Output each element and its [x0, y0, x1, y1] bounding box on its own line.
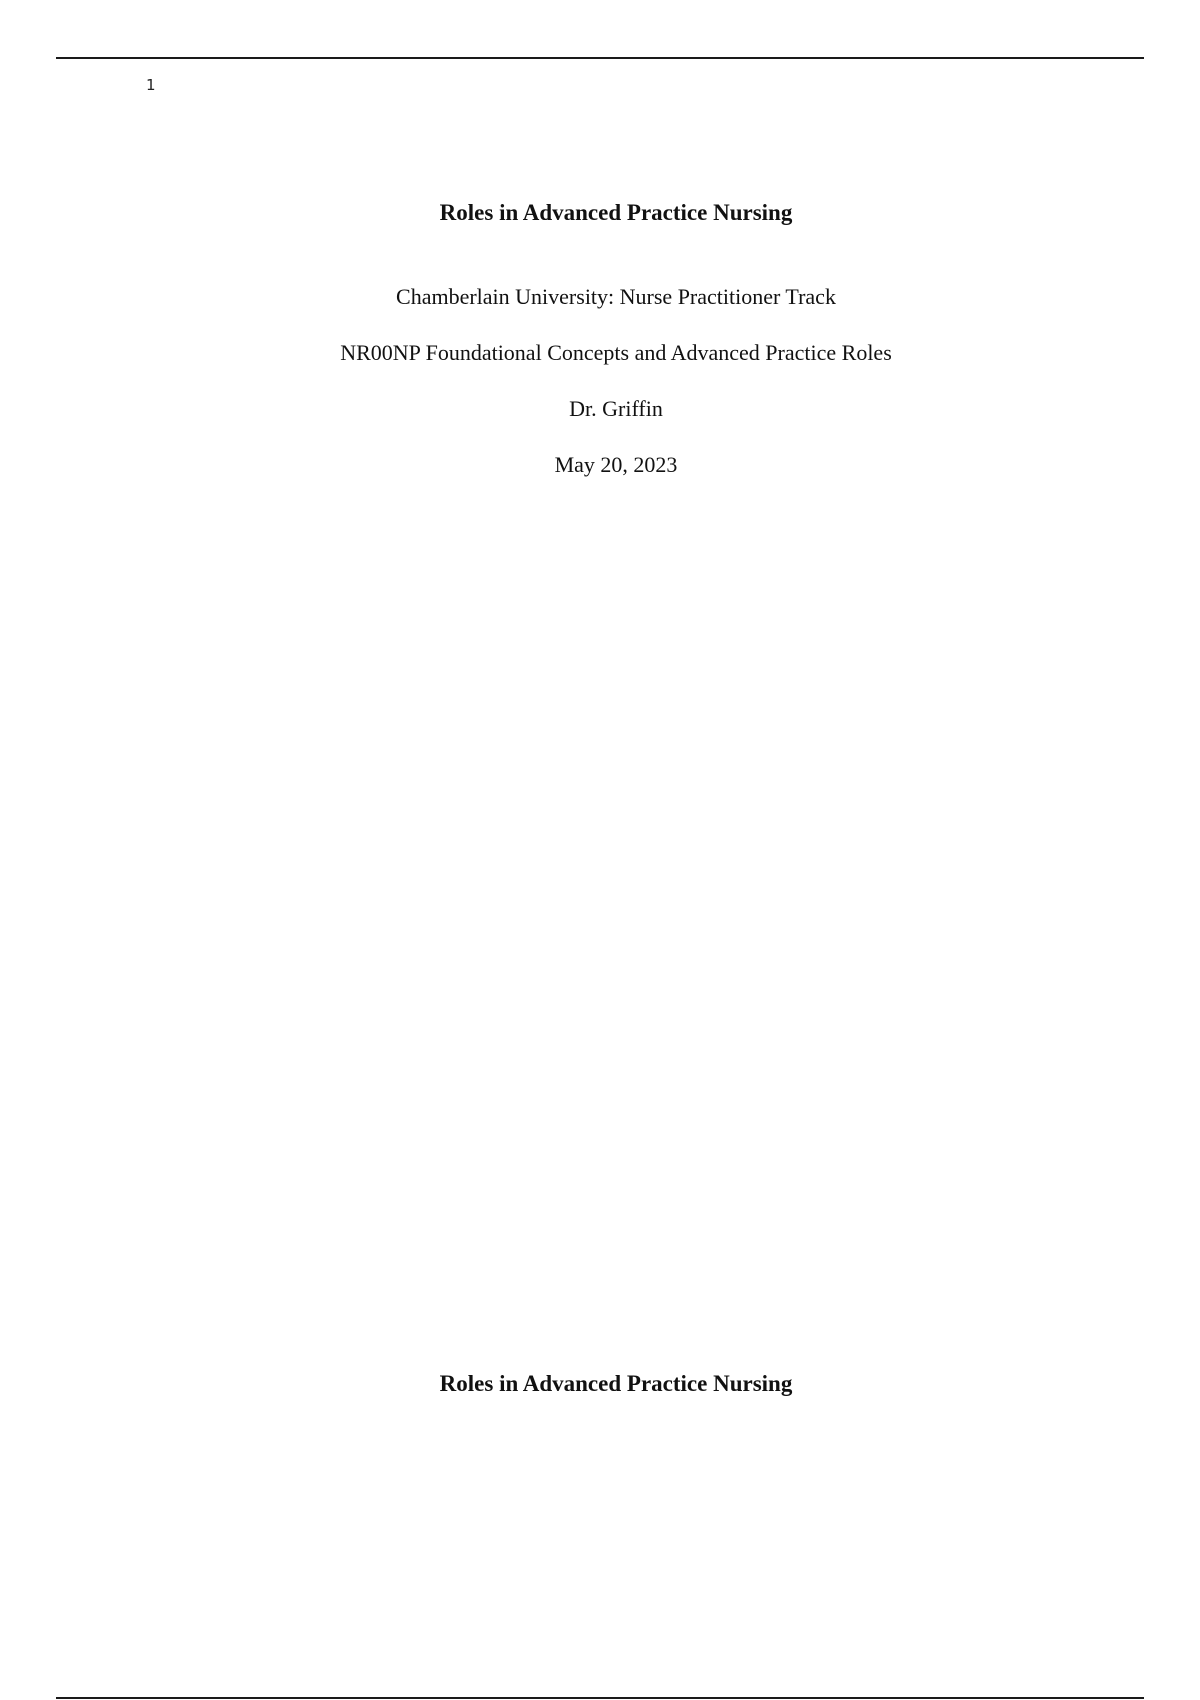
date-line: May 20, 2023: [554, 452, 678, 477]
top-rule: [56, 57, 1144, 59]
bottom-rule: [56, 1697, 1144, 1699]
page-number: 1: [146, 76, 156, 94]
course-line: NR00NP Foundational Concepts and Advanced Practice Roles: [340, 340, 892, 365]
institution-line: Chamberlain University: Nurse Practitioner Track: [396, 284, 836, 309]
body-heading: Roles in Advanced Practice Nursing: [439, 1371, 793, 1396]
instructor-line: Dr. Griffin: [569, 396, 663, 421]
paper-title: Roles in Advanced Practice Nursing: [439, 200, 793, 225]
